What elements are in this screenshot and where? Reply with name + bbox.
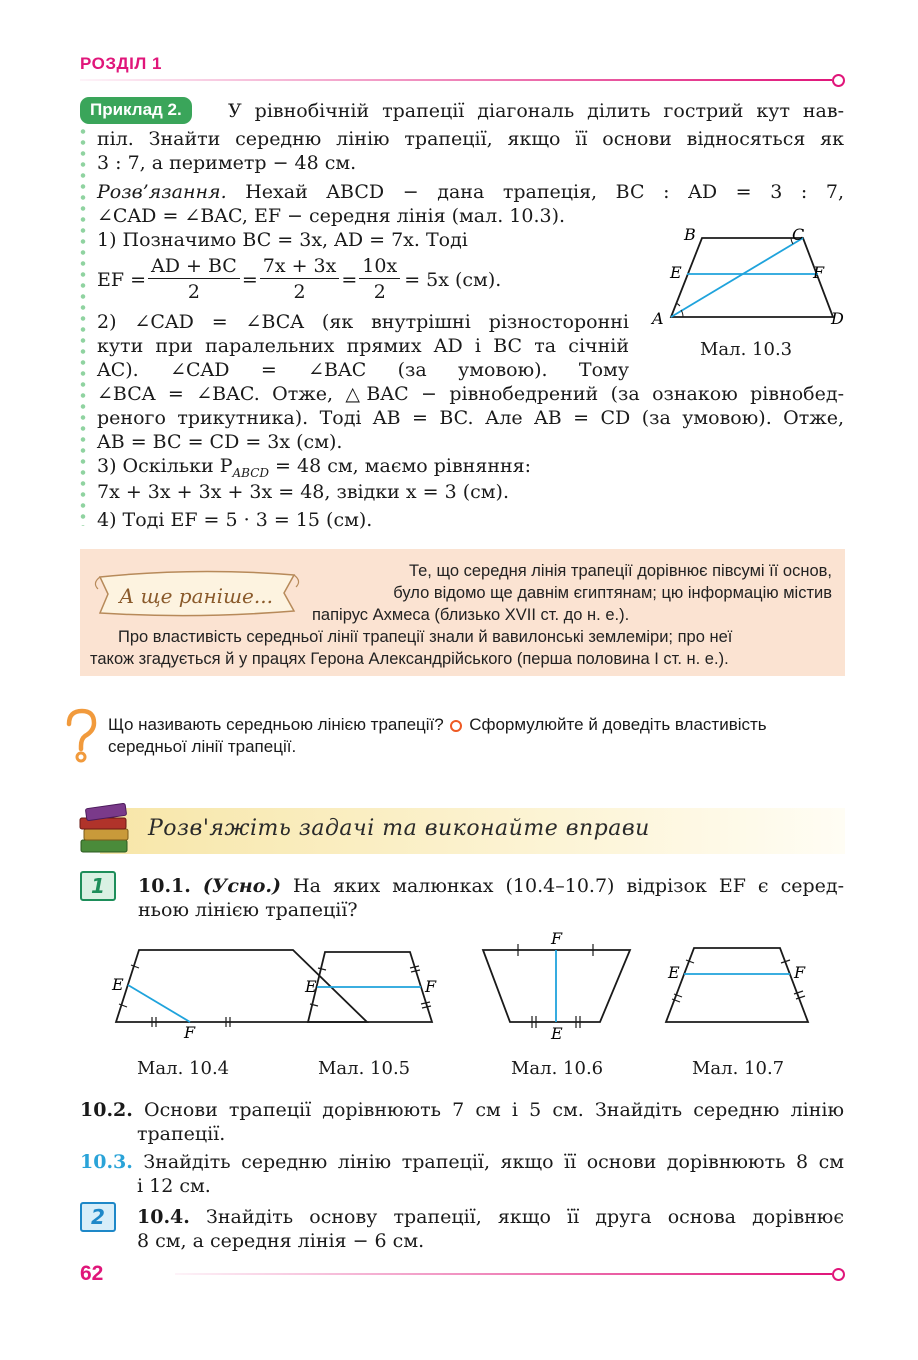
task-10-1-line-2: ньою лінією трапеції? <box>138 899 358 921</box>
history-line-4: Про властивість середньої лінії трапеції знали й вавилонські землеміри; про неї <box>118 628 733 646</box>
fraction-3-den: 2 <box>373 281 386 303</box>
solution-step-3-equation: 7x + 3x + 3x + 3x = 48, звідки x = 3 (см). <box>97 481 510 503</box>
solution-step-2-line-1: 2) ∠CAD = ∠BCA (як внутрішні різносторонні <box>97 311 629 333</box>
fig-10-6-label-f: F <box>551 930 563 948</box>
question-1: Що називають середньою лінією трапеції? <box>108 715 444 734</box>
equals-2: = <box>341 268 358 291</box>
solution-line-2: ∠CAD = ∠BAC, EF − середня лінія (мал. 10.3). <box>97 205 566 227</box>
fig-10-5-caption: Мал. 10.5 <box>318 1058 411 1079</box>
task-10-4-number: 10.4. <box>137 1206 190 1228</box>
solution-step-2-line-2: кути при паралельних прямих AD і BC та січній <box>97 335 629 357</box>
solution-step-2-line-3: AC). ∠CAD = ∠BAC (за умовою). Тому <box>97 359 629 381</box>
formula-ef <box>97 254 501 305</box>
level-1-badge: 1 <box>80 871 116 901</box>
fig-10-3-label-b: B <box>684 225 696 244</box>
question-separator-icon <box>450 720 462 732</box>
equals-1: = <box>241 268 258 291</box>
fig-10-6-label-e: E <box>551 1024 563 1043</box>
fig-10-5-label-e: E <box>305 977 317 996</box>
fig-10-3-label-e: E <box>670 263 682 282</box>
history-line-2: було відомо ще давнім єгиптянам; цю інформацію містив <box>393 584 832 602</box>
example-statement-3: 3 : 7, а периметр − 48 см. <box>97 152 357 174</box>
task-10-4-line-1 <box>137 1205 844 1229</box>
books-icon <box>78 800 134 858</box>
fig-10-7-label-f: F <box>794 963 806 982</box>
review-questions <box>108 714 848 736</box>
task-10-4-text: Знайдіть основу трапеції, якщо її друга основа дорівнює <box>206 1206 844 1228</box>
fraction-1-num: AD + BC <box>148 254 240 279</box>
solution-step-2-line-4: ∠BCA = ∠BAC. Отже, △BAC − рівнобедрений (за ознакою рівнобед- <box>97 383 844 405</box>
task-10-2-line-1 <box>80 1098 844 1122</box>
section-title: РОЗДІЛ 1 <box>80 54 162 73</box>
example-statement-1: У рівнобічній трапеції діагональ ділить гострий кут нав- <box>228 100 844 122</box>
history-line-5: також згадується й у працях Герона Александрійського (перша половина I ст. н. е.). <box>90 650 729 668</box>
task-10-1-line-1 <box>138 874 844 898</box>
header-rule-end-icon <box>832 74 845 87</box>
step-3-subscript: ABCD <box>232 465 270 480</box>
task-10-3-line-2: і 12 см. <box>137 1175 211 1197</box>
task-10-3-line-1 <box>80 1150 844 1174</box>
task-10-3-text: Знайдіть середню лінію трапеції, якщо її основи дорівнюють 8 см <box>143 1151 844 1173</box>
footer-rule <box>175 1273 832 1275</box>
fraction-3-num: 10x <box>359 254 400 279</box>
solution-step-2-line-6: AB = BC = CD = 3x (см). <box>97 431 343 453</box>
example-statement-2: піл. Знайти середню лінію трапеції, якщо її основи відносяться як <box>97 128 844 150</box>
example-dots <box>80 126 86 526</box>
task-10-1-text: На яких малюнках (10.4–10.7) відрізок EF є серед- <box>293 875 844 897</box>
page-number: 62 <box>80 1262 104 1285</box>
task-10-4-line-2: 8 см, а середня лінія − 6 см. <box>137 1230 425 1252</box>
fig-10-5-label-f: F <box>425 977 437 996</box>
fig-10-7-caption: Мал. 10.7 <box>692 1058 785 1079</box>
figure-10-5 <box>304 952 437 1022</box>
task-10-2-line-2: трапеції. <box>137 1123 226 1145</box>
fig-10-4-label-e: E <box>112 975 124 994</box>
fraction-2 <box>260 254 340 305</box>
level-2-badge: 2 <box>80 1202 116 1232</box>
fig-10-6-caption: Мал. 10.6 <box>511 1058 604 1079</box>
fig-10-3-angle-a-lower <box>681 310 683 317</box>
fig-10-3-label-c: C <box>792 225 805 244</box>
step-3-text-b: = 48 см, маємо рівняння: <box>269 455 532 477</box>
footer-rule-end-icon <box>832 1268 845 1281</box>
solution-label: Розв’язання. <box>97 181 227 203</box>
figure-10-7 <box>666 948 808 1022</box>
fig-10-3-label-f: F <box>813 263 825 282</box>
fraction-2-den: 2 <box>293 281 306 303</box>
figure-10-3 <box>650 222 850 332</box>
task-10-1-number: 10.1. <box>138 875 191 897</box>
example-badge: Приклад 2. <box>80 97 192 124</box>
tasks-title: Розв'яжіть задачі та виконайте вправи <box>148 816 650 841</box>
fig-10-3-trapezoid <box>671 238 833 317</box>
solution-step-4: 4) Тоді EF = 5 · 3 = 15 (см). <box>97 509 373 531</box>
figure-10-6 <box>483 930 630 1043</box>
task-10-3-number: 10.3. <box>80 1151 133 1173</box>
figure-10-4 <box>111 950 367 1042</box>
question-2-continued: середньої лінії трапеції. <box>108 737 297 756</box>
fig-10-7-label-e: E <box>668 963 680 982</box>
task-10-2-number: 10.2. <box>80 1099 133 1121</box>
question-mark-icon <box>64 708 98 764</box>
fig-10-3-label-d: D <box>831 309 844 328</box>
figures-10-4-to-10-7 <box>100 930 840 1045</box>
history-scroll-icon <box>86 563 308 625</box>
history-line-3: папірус Ахмеса (близько XVII ст. до н. е.). <box>312 606 630 624</box>
solution-step-1: 1) Позначимо BC = 3x, AD = 7x. Тоді <box>97 229 468 251</box>
formula-ef-lhs: EF = <box>97 268 147 291</box>
header-rule <box>80 79 832 81</box>
fig-10-3-label-a: A <box>652 309 664 328</box>
solution-step-2-line-5: реного трикутника). Тоді AB = BC. Але AB = CD (за умовою). Отже, <box>97 407 844 429</box>
history-label: А ще раніше... <box>119 584 273 608</box>
fig-10-4-label-f: F <box>184 1023 196 1042</box>
fig-10-4-caption: Мал. 10.4 <box>137 1058 230 1079</box>
formula-ef-rhs: = 5x (см). <box>404 268 502 291</box>
fig-10-3-diagonal <box>671 238 803 317</box>
fraction-1 <box>148 254 240 305</box>
solution-line-1-text: Нехай ABCD − дана трапеція, BC : AD = 3 : 7, <box>245 181 844 203</box>
solution-line-1 <box>97 180 844 204</box>
task-10-2-text: Основи трапеції дорівнюють 7 см і 5 см. Знайдіть середню лінію <box>144 1099 844 1121</box>
question-2: Сформулюйте й доведіть властивість <box>469 715 767 734</box>
fraction-2-num: 7x + 3x <box>260 254 340 279</box>
history-line-1: Те, що середня лінія трапеції дорівнює півсумі її основ, <box>408 562 832 580</box>
fraction-3 <box>359 254 400 305</box>
task-10-1-oral: (Усно.) <box>202 875 282 897</box>
fraction-1-den: 2 <box>187 281 200 303</box>
step-3-text-a: 3) Оскільки P <box>97 455 233 477</box>
fig-10-3-caption: Мал. 10.3 <box>700 339 793 360</box>
